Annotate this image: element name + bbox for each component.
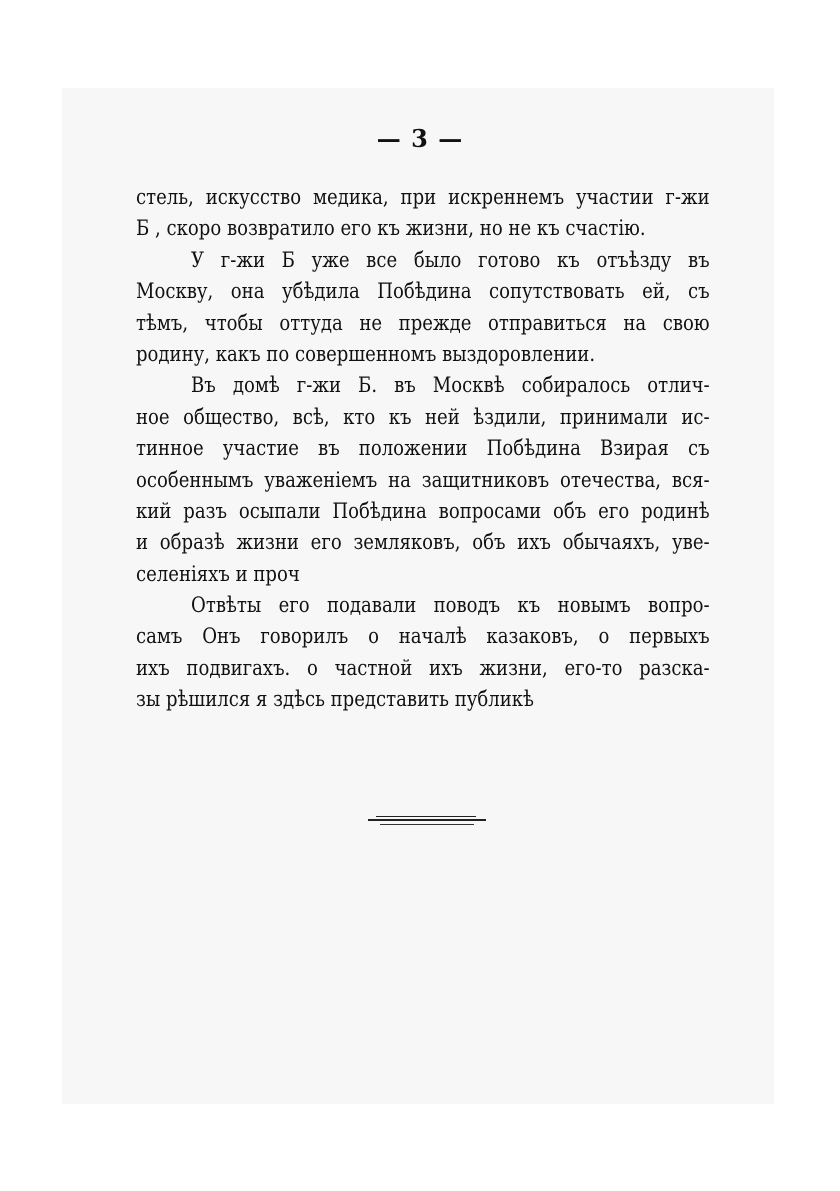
text-line: родину, какъ по совершенномъ выздоровлении.	[136, 341, 596, 366]
text-line: Б , скоро возвратило его къ жизни, но не къ счастію.	[136, 216, 646, 241]
text-line: ихъ подвигахъ. о частной ихъ жизни, его-то разска-	[136, 655, 710, 680]
text-line: У г-жи Б уже все было готово къ отъѣзду въ	[191, 247, 710, 272]
text-line: особеннымъ уваженiемъ на защитниковъ отечества, вся-	[136, 467, 710, 492]
text-line: зы рѣшился я здѣсь представить публикѣ	[136, 687, 534, 712]
text-line: селенiяхъ и проч	[136, 561, 300, 586]
body-text	[136, 182, 710, 716]
text-line: самъ Онъ говорилъ о началѣ казаковъ, о первыхъ	[136, 624, 710, 649]
divider-rule-bottom	[380, 824, 474, 825]
page-number: — 3 —	[376, 124, 464, 153]
divider-rule-middle	[368, 819, 486, 821]
text-line: ное общество, всѣ, кто къ ней ѣздили, принимали ис-	[136, 404, 710, 429]
text-line: и образѣ жизни его земляковъ, объ ихъ обычаяхъ, уве-	[136, 530, 710, 555]
text-line: Отвѣты его подавали поводъ къ новымъ вопро-	[191, 593, 710, 618]
text-line: стель, искусство медика, при искреннемъ участии г-жи	[136, 185, 710, 209]
divider-rule-top	[376, 816, 476, 817]
text-line: кий разъ осыпали Побѣдина вопросами объ его родинѣ	[136, 498, 710, 523]
text-line: Въ домѣ г-жи Б. въ Москвѣ собиралось отлич-	[191, 373, 710, 398]
text-line: тинное участие въ положении Побѣдина Взирая съ	[136, 436, 710, 461]
text-line: тѣмъ, чтобы оттуда не прежде отправиться на свою	[136, 310, 710, 335]
section-divider	[368, 816, 486, 828]
text-line: Москву, она убѣдила Побѣдина сопутствовать ей, съ	[136, 279, 710, 304]
